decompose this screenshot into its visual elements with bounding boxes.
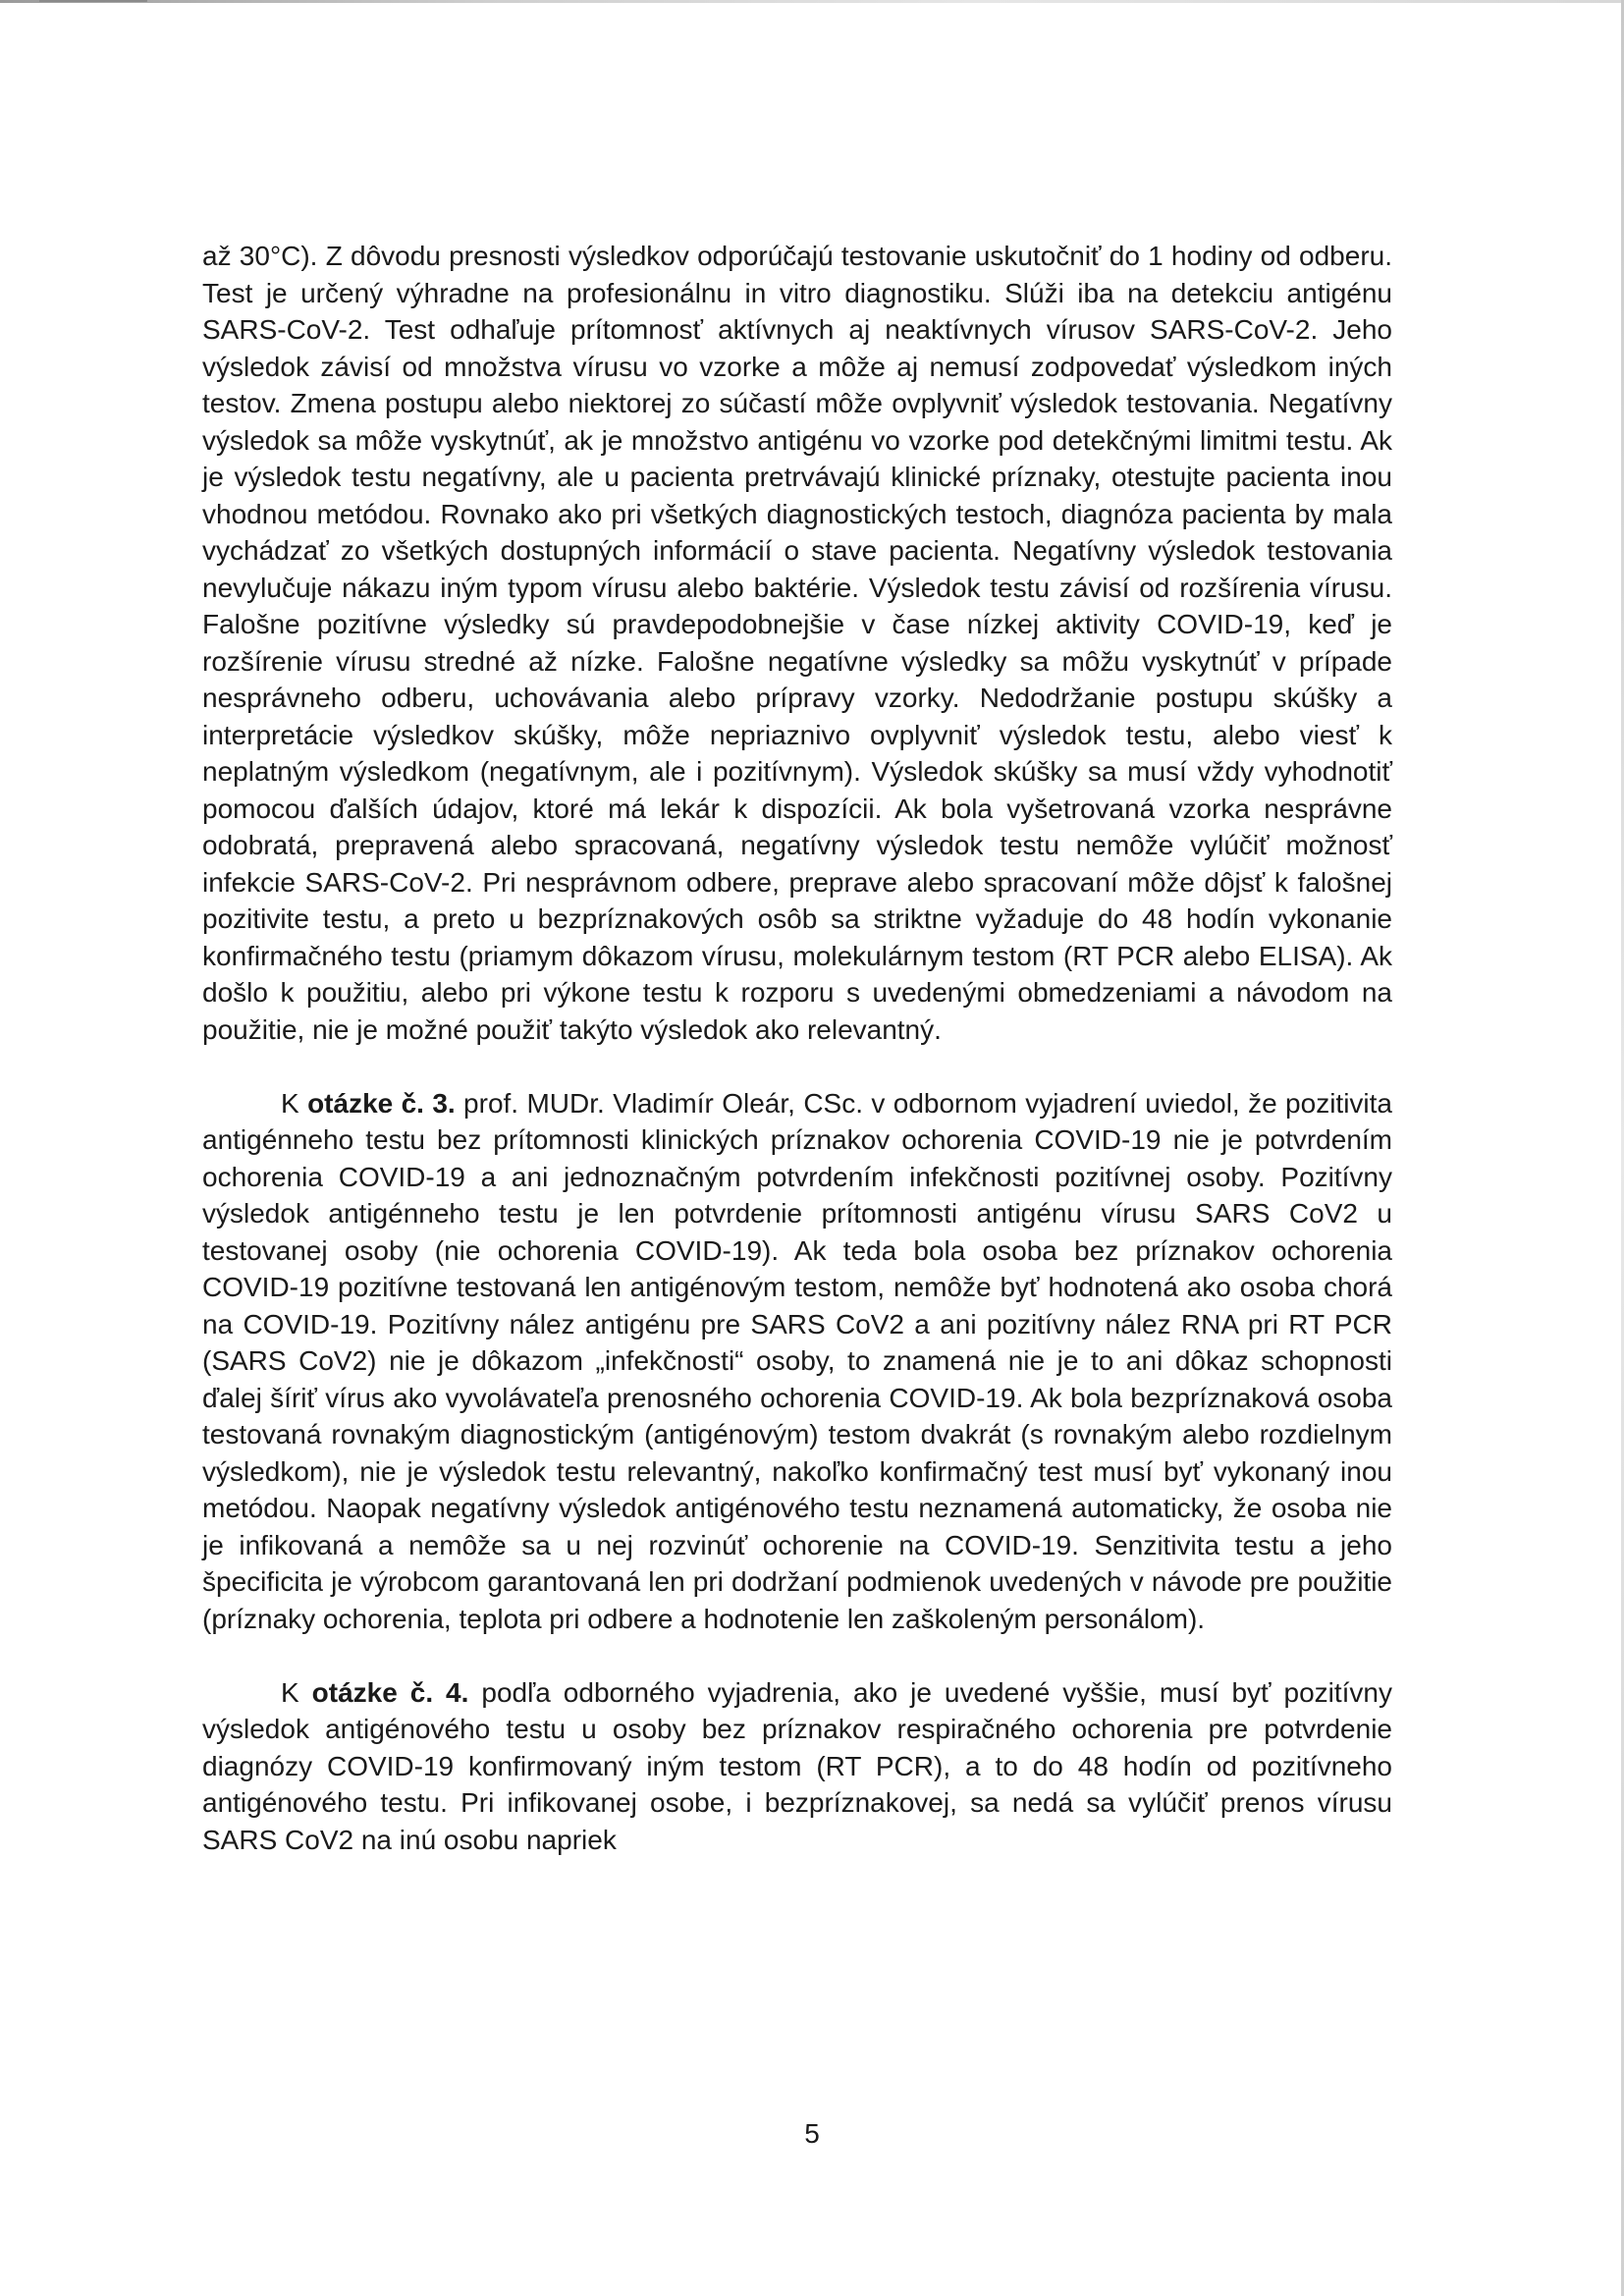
paragraph-question-3 — [202, 1085, 1392, 1638]
paragraph-question-4 — [202, 1674, 1392, 1859]
paragraph-3-text: podľa odborného vyjadrenia, ako je uvedené vyššie, musí byť pozitívny výsledok antigénového testu u osoby bez príznakov respiračného ochorenia pre potvrdenie diagnózy COVID-19 konfirmovaný iným testom (RT PCR), a to do 48 hodín od pozitívneho antigénového testu. Pri infikovanej osobe, i bezpríznakovej, sa nedá sa vylúčiť prenos vírusu SARS CoV2 na inú osobu napriek — [202, 1676, 1392, 1855]
paragraph-1-text: až 30°C). Z dôvodu presnosti výsledkov odporúčajú testovanie uskutočniť do 1 hodiny od odberu. Test je určený výhradne na profesionálnu in vitro diagnostiku. Slúži iba na detekciu antigénu SARS-CoV-2. Test odhaľuje prítomnosť aktívnych aj neaktívnych vírusov SARS-CoV-2. Jeho výsledok závisí od množstva vírusu vo vzorke a môže aj nemusí zodpovedať výsledkom iných testov. Zmena postupu alebo niektorej zo súčastí môže ovplyvniť výsledok testovania. Negatívny výsledok sa môže vyskytnúť, ak je množstvo antigénu vo vzorke pod detekčnými limitmi testu. Ak je výsledok testu negatívny, ale u pacienta pretrvávajú klinické príznaky, otestujte pacienta inou vhodnou metódou. Rovnako ako pri všetkých diagnostických testoch, diagnóza pacienta by mala vychádzať zo všetkých dostupných informácií o stave pacienta. Negatívny výsledok testovania nevylučuje nákazu iným typom vírusu alebo baktérie. Výsledok testu závisí od rozšírenia vírusu. Falošne pozitívne výsledky sú pravdepodobnejšie v čase nízkej aktivity COVID-19, keď je rozšírenie vírusu stredné až nízke. Falošne negatívne výsledky sa môžu vyskytnúť v prípade nesprávneho odberu, uchovávania alebo prípravy vzorky. Nedodržanie postupu skúšky a interpretácie výsledkov skúšky, môže nepriaznivo ovplyvniť výsledok testu, alebo viesť k neplatným výsledkom (negatívnym, ale i pozitívnym). Výsledok skúšky sa musí vždy vyhodnotiť pomocou ďalších údajov, ktoré má lekár k dispozícii. Ak bola vyšetrovaná vzorka nesprávne odobratá, prepravená alebo spracovaná, negatívny výsledok testu nemôže vylúčiť možnosť infekcie SARS-CoV-2. Pri nesprávnom odbere, preprave alebo spracovaní môže dôjsť k falošnej pozitivite testu, a preto u bezpríznakových osôb sa striktne vyžaduje do 48 hodín vykonanie konfirmačného testu (priamym dôkazom vírusu, molekulárnym testom (RT PCR alebo ELISA). Ak došlo k použitiu, alebo pri výkone testu k rozporu s uvedenými obmedzeniami a návodom na použitie, nie je možné použiť takýto výsledok ako relevantný. — [202, 241, 1392, 1045]
document-body — [202, 238, 1392, 1858]
question-4-heading: otázke č. 4. — [311, 1676, 469, 1708]
question-3-heading: otázke č. 3. — [307, 1087, 456, 1119]
scan-edge-top — [0, 0, 1624, 3]
scan-fold-mark — [39, 0, 147, 16]
paragraph-continuation — [202, 238, 1392, 1048]
paragraph-2-lead: K — [281, 1087, 308, 1119]
paragraph-3-lead: K — [281, 1676, 312, 1708]
paragraph-2-text: prof. MUDr. Vladimír Oleár, CSc. v odbornom vyjadrení uviedol, že pozitivita antigénneho testu bez prítomnosti klinických príznakov ochorenia COVID-19 nie je potvrdením ochorenia COVID-19 a ani jednoznačným potvrdením infekčnosti pozitívnej osoby. Pozitívny výsledok antigénneho testu je len potvrdenie prítomnosti antigénu vírusu SARS CoV2 u testovanej osoby (nie ochorenia COVID-19). Ak teda bola osoba bez príznakov ochorenia COVID-19 pozitívne testovaná len antigénovým testom, nemôže byť hodnotená ako osoba chorá na COVID-19. Pozitívny nález antigénu pre SARS CoV2 a ani pozitívny nález RNA pri RT PCR (SARS CoV2) nie je dôkazom „infekčnosti“ osoby, to znamená nie je to ani dôkaz schopnosti ďalej šíriť vírus ako vyvolávateľa prenosného ochorenia COVID-19. Ak bola bezpríznaková osoba testovaná rovnakým diagnostickým (antigénovým) testom dvakrát (s rovnakým alebo rozdielnym výsledkom), nie je výsledok testu relevantný, nakoľko konfirmačný test musí byť vykonaný inou metódou. Naopak negatívny výsledok antigénového testu neznamená automaticky, že osoba nie je infikovaná a nemôže sa u nej rozvinúť ochorenie na COVID-19. Senzitivita testu a jeho špecificita je výrobcom garantovaná len pri dodržaní podmienok uvedených v návode pre použitie (príznaky ochorenia, teplota pri odbere a hodnotenie len zaškoleným personálom). — [202, 1087, 1392, 1634]
page-number: 5 — [804, 2118, 820, 2149]
